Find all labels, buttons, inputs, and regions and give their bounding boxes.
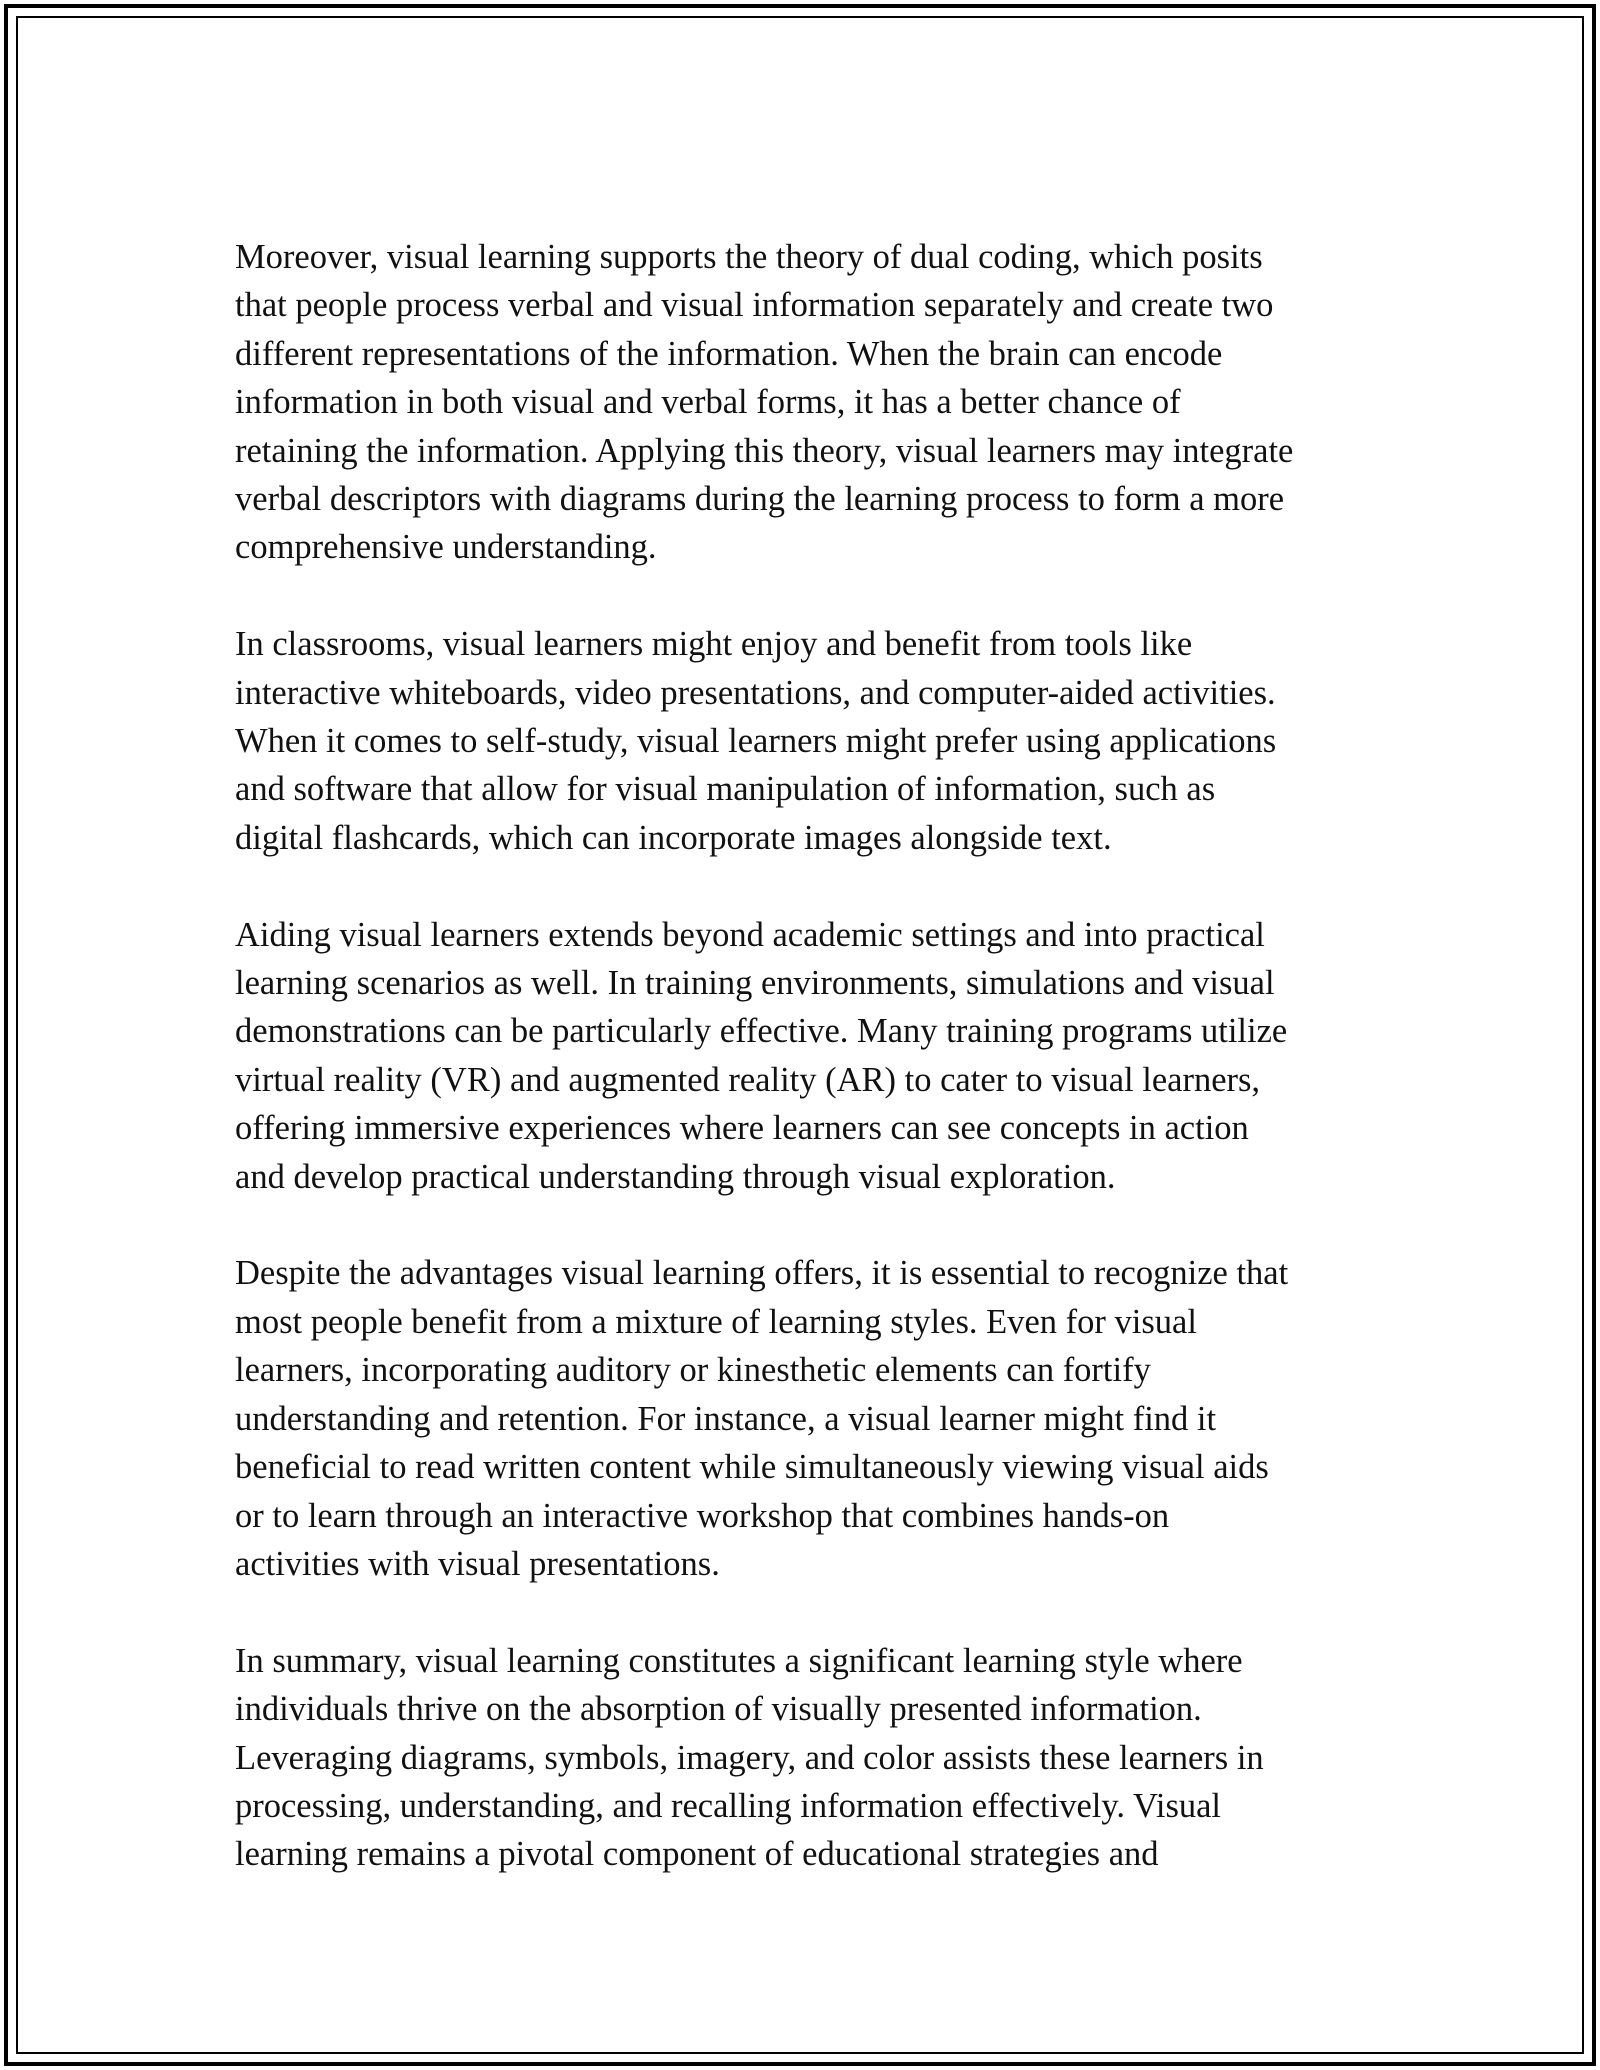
text-line: In classrooms, visual learners might enjoy and benefit from tools like: [235, 625, 1193, 664]
text-line: that people process verbal and visual information separately and create two: [235, 286, 1274, 325]
text-line: activities with visual presentations.: [235, 1544, 720, 1583]
paragraph-practical-learning: [235, 911, 1385, 1201]
text-line: Aiding visual learners extends beyond academic settings and into practical: [235, 915, 1265, 954]
paragraph-summary: [235, 1637, 1385, 1879]
text-line: different representations of the information. When the brain can encode: [235, 334, 1223, 373]
text-line: most people benefit from a mixture of learning styles. Even for visual: [235, 1302, 1197, 1341]
text-line: or to learn through an interactive workshop that combines hands-on: [235, 1496, 1170, 1535]
text-line: offering immersive experiences where learners can see concepts in action: [235, 1109, 1249, 1148]
text-line: retaining the information. Applying this theory, visual learners may integrate: [235, 431, 1294, 470]
text-line: understanding and retention. For instance, a visual learner might find it: [235, 1399, 1217, 1438]
text-line: beneficial to read written content while simultaneously viewing visual aids: [235, 1448, 1269, 1487]
text-line: Leveraging diagrams, symbols, imagery, and color assists these learners in: [235, 1738, 1264, 1777]
text-line: and software that allow for visual manipulation of information, such as: [235, 770, 1216, 809]
paragraph-dual-coding: [235, 233, 1385, 572]
text-line: learners, incorporating auditory or kinesthetic elements can fortify: [235, 1351, 1151, 1390]
text-line: Despite the advantages visual learning offers, it is essential to recognize that: [235, 1254, 1289, 1293]
text-line: In summary, visual learning constitutes a significant learning style where: [235, 1641, 1243, 1680]
text-line: interactive whiteboards, video presentations, and computer-aided activities.: [235, 673, 1276, 712]
text-line: and develop practical understanding through visual exploration.: [235, 1157, 1116, 1196]
text-line: information in both visual and verbal forms, it has a better chance of: [235, 383, 1181, 422]
text-line: individuals thrive on the absorption of visually presented information.: [235, 1690, 1202, 1729]
text-line: Moreover, visual learning supports the theory of dual coding, which posits: [235, 238, 1263, 276]
text-line: verbal descriptors with diagrams during the learning process to form a more: [235, 480, 1285, 519]
document-body: [235, 233, 1385, 1927]
paragraph-mixture-of-styles: [235, 1249, 1385, 1588]
text-line: comprehensive understanding.: [235, 528, 657, 567]
text-line: virtual reality (VR) and augmented reality (AR) to cater to visual learners,: [235, 1060, 1261, 1099]
text-line: learning remains a pivotal component of educational strategies and: [235, 1835, 1159, 1874]
text-line: digital flashcards, which can incorporate images alongside text.: [235, 818, 1112, 857]
text-line: learning scenarios as well. In training environments, simulations and visual: [235, 964, 1275, 1003]
text-line: When it comes to self-study, visual learners might prefer using applications: [235, 722, 1277, 761]
paragraph-classrooms: [235, 620, 1385, 862]
text-line: demonstrations can be particularly effective. Many training programs utilize: [235, 1012, 1288, 1051]
text-line: processing, understanding, and recalling information effectively. Visual: [235, 1786, 1222, 1825]
